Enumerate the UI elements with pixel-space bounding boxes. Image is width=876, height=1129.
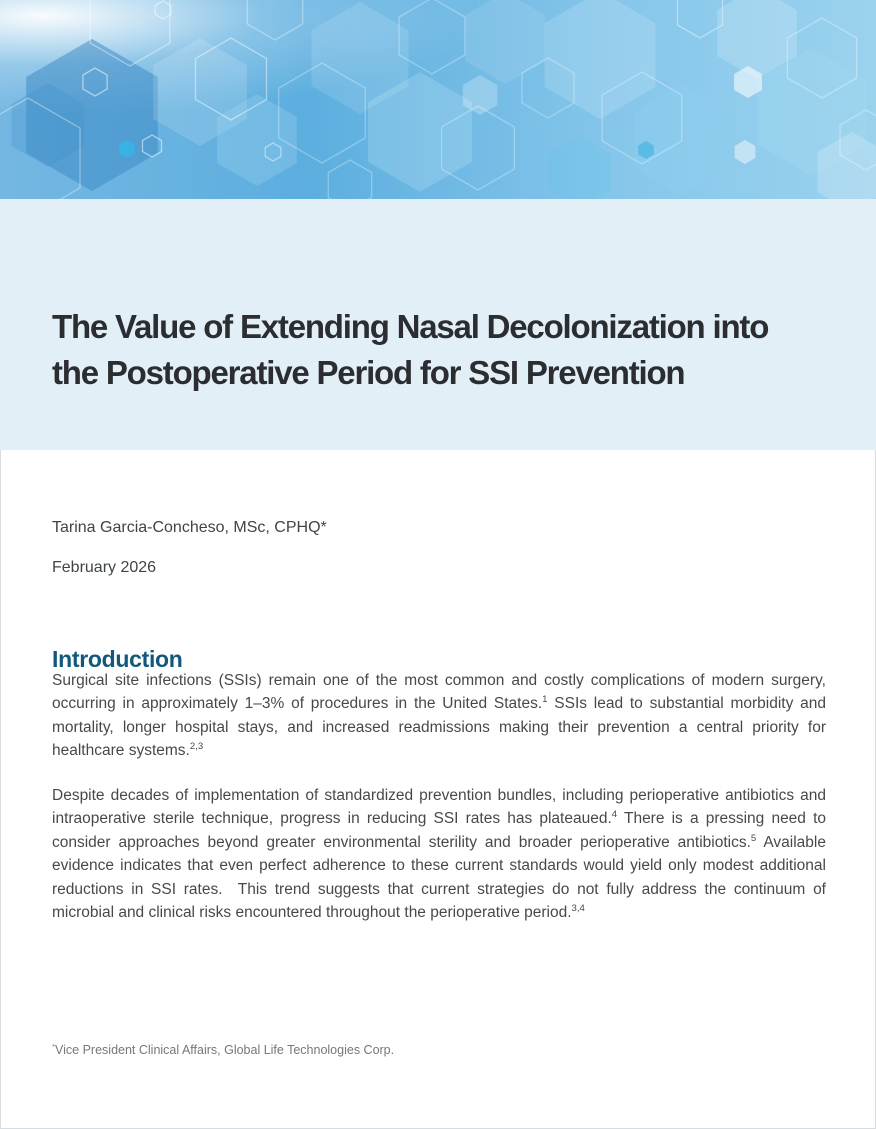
page-title-line-1: The Value of Extending Nasal Decolonization into — [52, 308, 769, 346]
citation-marker: 2,3 — [189, 741, 204, 753]
intro-paragraph-2 — [52, 784, 826, 924]
paragraph-text: Available evidence indicates that even perfect adherence to these current standards would yield only modest additional reductions in SSI rates. This trend suggests that current strategies do not fully address the continuum of microbial and clinical risks encountered throughout the perioperative period. — [52, 833, 826, 922]
citation-marker: 4 — [611, 809, 618, 821]
author-line: Tarina Garcia-Concheso, MSc, CPHQ* — [52, 519, 327, 536]
citation-marker: 3,4 — [571, 902, 585, 914]
page-title — [52, 304, 842, 396]
introduction-heading: Introduction — [52, 646, 183, 673]
date-line: February 2026 — [52, 559, 157, 576]
paragraph-text: Surgical site infections (SSIs) remain one of the most common and costly complications of modern surgery, occurring in approximately 1–3% of procedures in the United States. — [52, 672, 826, 713]
footnote-text: Vice President Clinical Affairs, Global Life Technologies Corp. — [55, 1043, 395, 1057]
paragraph-text: Despite decades of implementation of standardized prevention bundles, including perioperative antibiotics and intraoperative sterile technique, progress in reducing SSI rates has plateaued. — [52, 787, 826, 828]
page-title-line-2: the Postoperative Period for SSI Prevention — [52, 354, 685, 392]
hexagon-banner-image — [0, 0, 876, 199]
citation-marker: 5 — [750, 832, 757, 844]
paragraph-text: There is a pressing need to consider approaches beyond greater environmental sterility and broader perioperative antibiotics. — [52, 810, 826, 851]
paragraph-text: SSIs lead to substantial morbidity and mortality, longer hospital stays, and increased readmissions making their prevention a central priority for healthcare systems. — [52, 695, 826, 760]
footnote-marker: * — [52, 1041, 56, 1051]
intro-paragraph-1 — [52, 669, 826, 763]
citation-marker: 1 — [542, 694, 548, 706]
hexagon-pattern-graphic — [0, 0, 876, 199]
affiliation-footnote — [52, 1043, 394, 1057]
